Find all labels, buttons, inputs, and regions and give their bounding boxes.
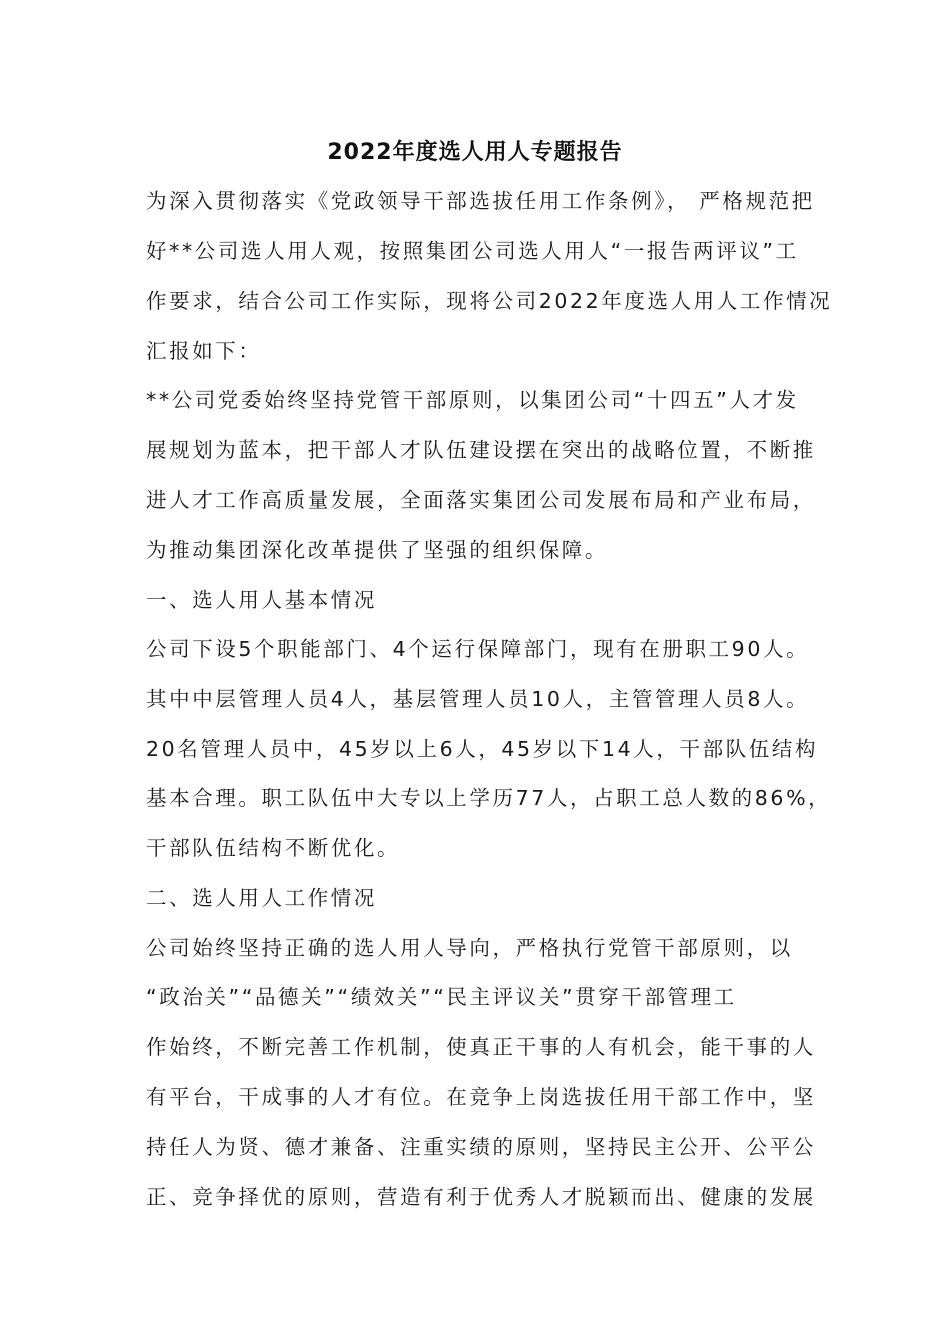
paragraph-line: 其中中层管理人员4人，基层管理人员10人，主管管理人员8人。: [146, 687, 810, 711]
paragraph-line: 基本合理。职工队伍中大专以上学历77人，占职工总人数的86%，: [146, 786, 832, 810]
paragraph-line: 作要求，结合公司工作实际，现将公司2022年度选人用人工作情况: [146, 289, 833, 313]
paragraph-line: 进人才工作高质量发展，全面落实集团公司发展布局和产业布局，: [146, 488, 816, 512]
paragraph-line: 汇报如下：: [146, 339, 262, 363]
paragraph-line: 为推动集团深化改革提供了坚强的组织保障。: [146, 538, 608, 562]
paragraph-line: 为深入贯彻落实《党政领导干部选拔任用工作条例》， 严格规范把: [146, 189, 815, 213]
document-title: 2022年度选人用人专题报告: [327, 140, 623, 165]
paragraph-line: 展规划为蓝本，把干部人才队伍建设摆在突出的战略位置，不断推: [146, 438, 816, 462]
section-heading: 一、选人用人基本情况: [146, 588, 377, 612]
paragraph-line: 持任人为贤、德才兼备、注重实绩的原则，坚持民主公开、公平公: [146, 1135, 816, 1159]
paragraph-line: 公司下设5个职能部门、4个运行保障部门，现有在册职工90人。: [146, 637, 810, 661]
paragraph-line: **公司党委始终坚持党管干部原则，以集团公司“十四五”人才发: [146, 388, 799, 412]
paragraph-line: 好**公司选人用人观，按照集团公司选人用人“一报告两评议”工: [146, 239, 799, 263]
paragraph-line: 有平台，干成事的人才有位。在竞争上岗选拔任用干部工作中，坚: [146, 1085, 816, 1109]
paragraph-line: “政治关”“品德关”“绩效关”“民主评议关”贯穿干部管理工: [146, 985, 737, 1009]
section-heading: 二、选人用人工作情况: [146, 886, 377, 910]
paragraph-line: 正、竞争择优的原则，营造有利于优秀人才脱颖而出、健康的发展: [146, 1185, 816, 1209]
paragraph-line: 公司始终坚持正确的选人用人导向，严格执行党管干部原则，以: [146, 936, 793, 960]
paragraph-line: 作始终，不断完善工作机制，使真正干事的人有机会，能干事的人: [146, 1035, 816, 1059]
paragraph-line: 20名管理人员中，45岁以上6人，45岁以下14人，干部队伍结构: [146, 737, 819, 761]
paragraph-line: 干部队伍结构不断优化。: [146, 836, 401, 860]
